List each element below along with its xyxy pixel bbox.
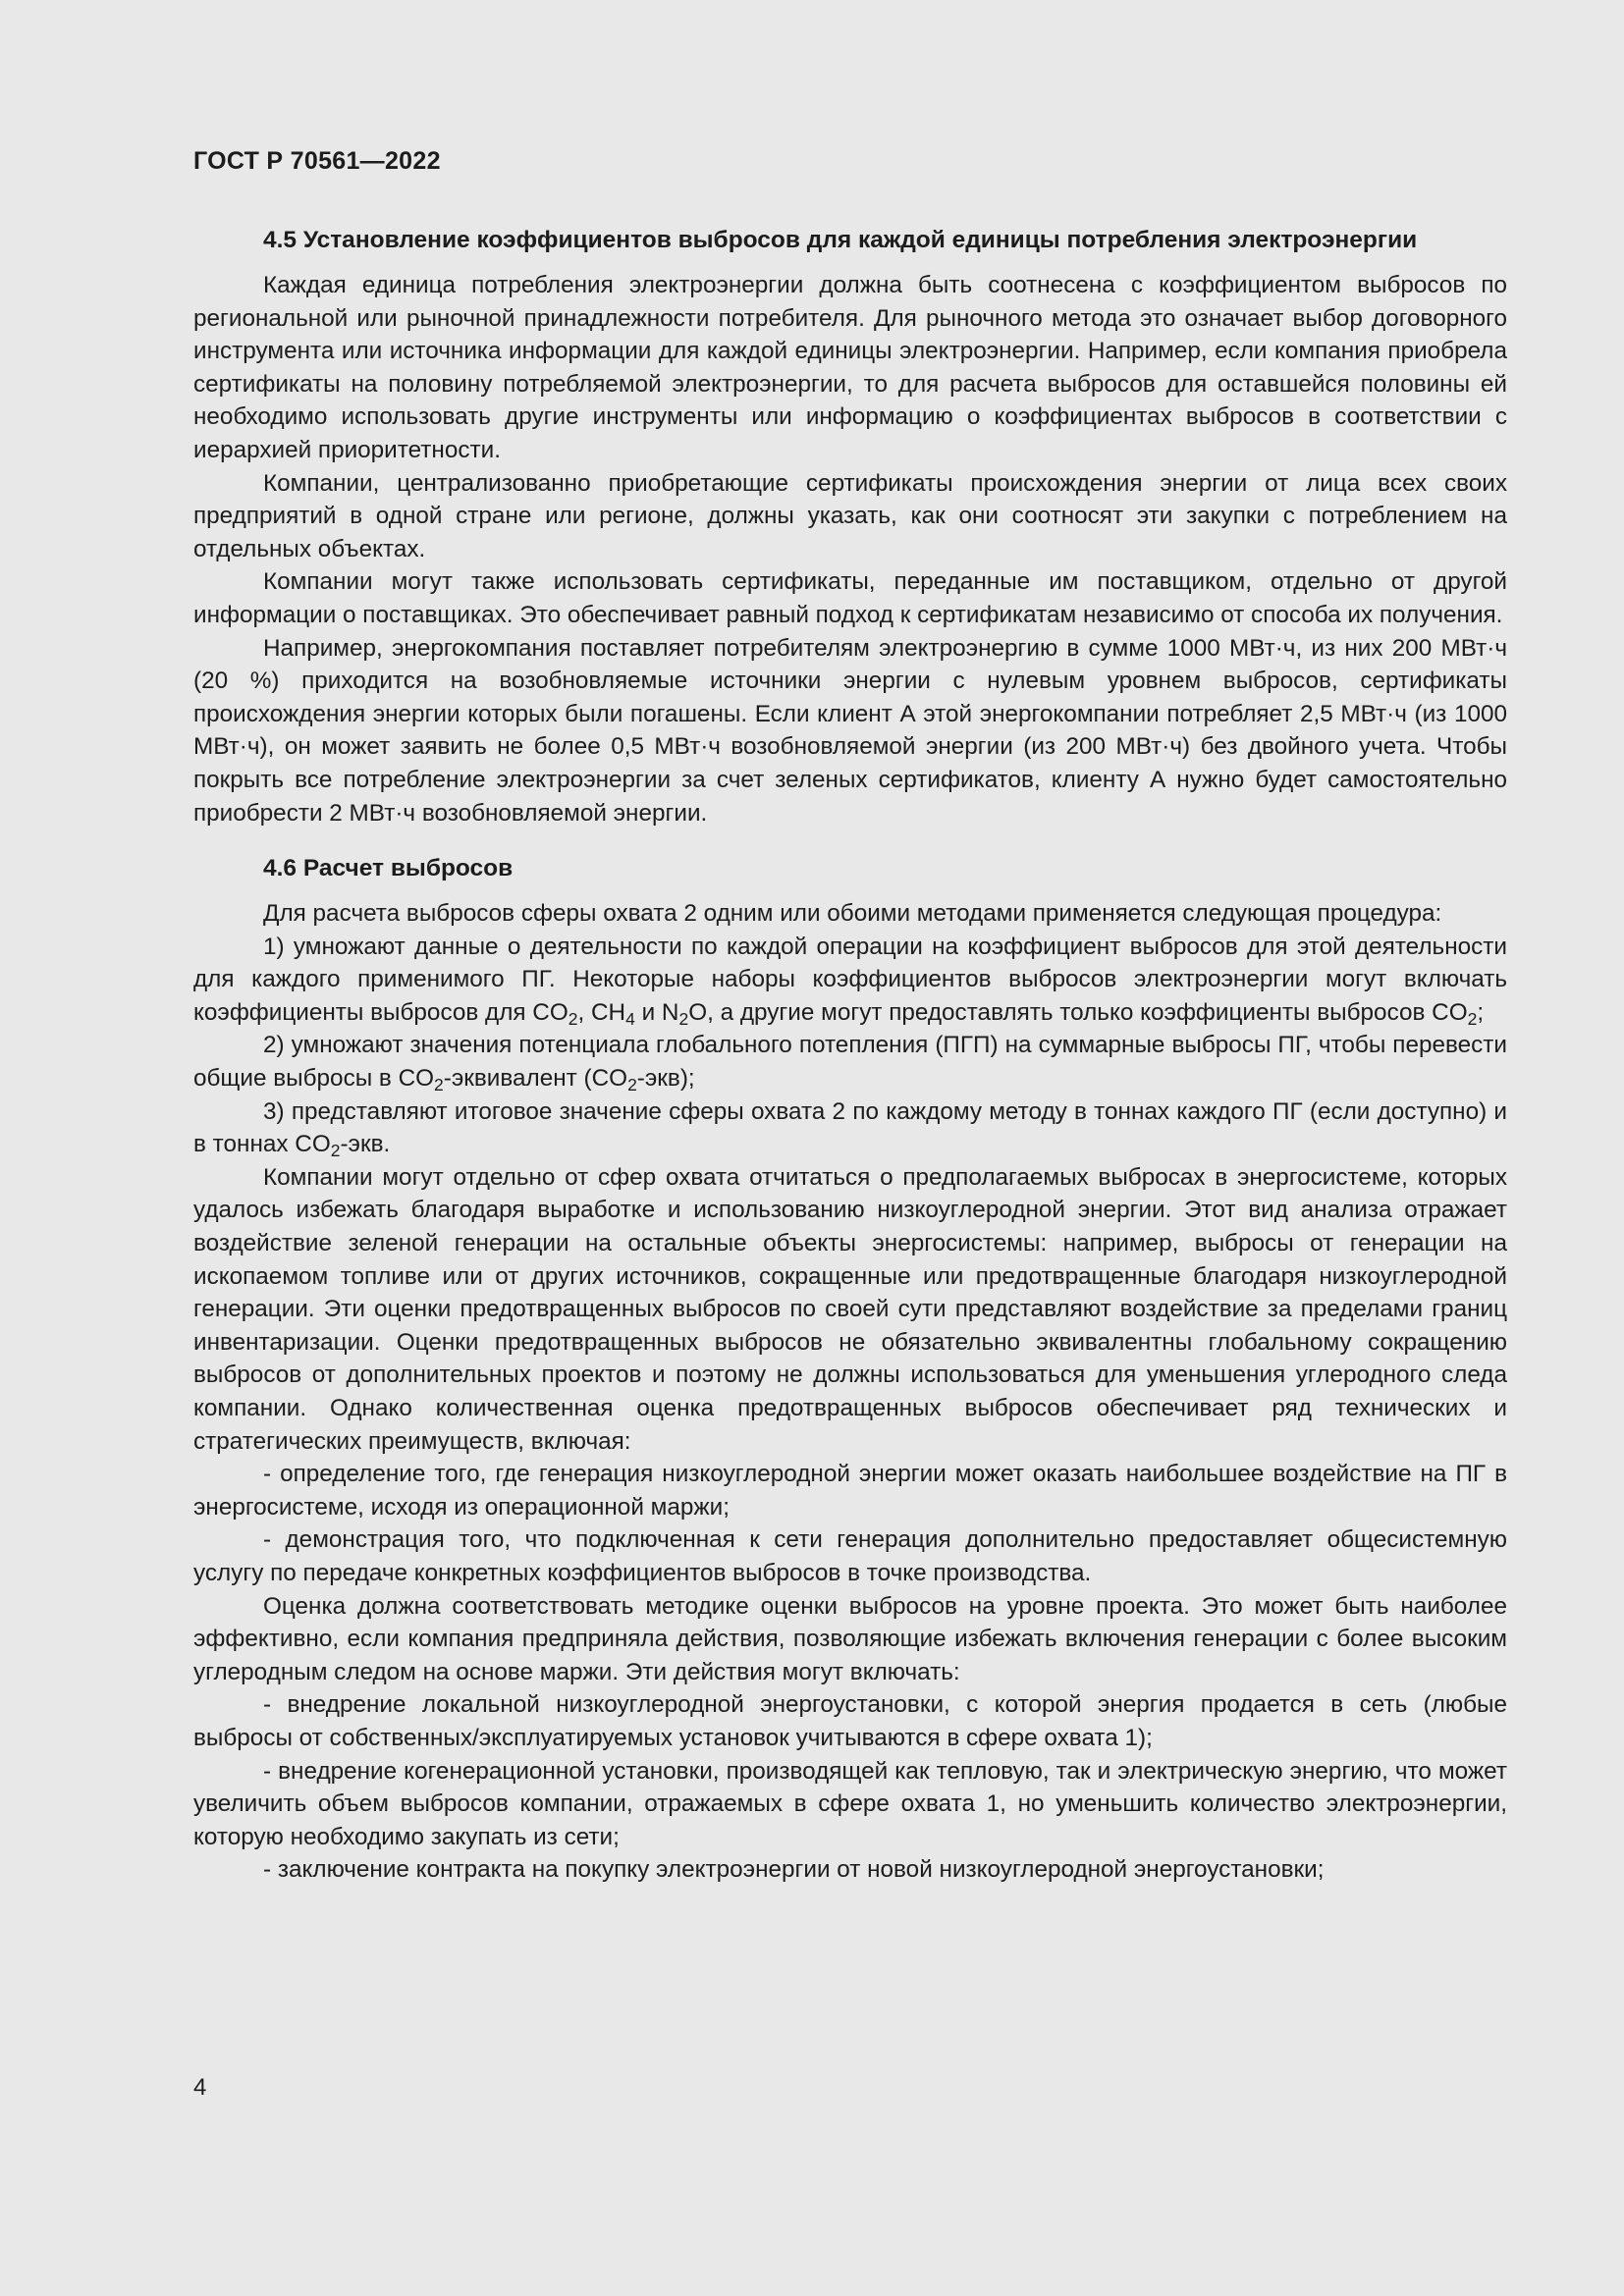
- list-item: - внедрение локальной низкоуглеродной энергоустановки, с которой энергия продается в сеть (любые выбросы от собственных/эксплуатируемых установок учитываются в сфере охвата 1);: [193, 1691, 1507, 1751]
- document-id-header: ГОСТ Р 70561—2022: [193, 147, 441, 175]
- step-2-text-b: -эквивалент (CO: [443, 1065, 628, 1093]
- step-2-text-c: -экв);: [636, 1065, 695, 1093]
- step-1-text-a: 1) умножают данные о деятельности по каждой операции на коэффициент выбросов для этой деятельности для каждого применимого ПГ. Некоторые наборы коэффициентов выбросов электроэнергии могут включать коэффициенты выбросов для CO: [193, 933, 1507, 1026]
- step-1-text-e: ;: [1477, 998, 1485, 1026]
- subscript-2: 2: [434, 1075, 444, 1095]
- step-2-text-a: 2) умножают значения потенциала глобального потепления (ПГП) на суммарные выбросы ПГ, чтобы перевести общие выбросы в CO: [193, 1032, 1507, 1093]
- step-3-text-b: -экв.: [340, 1131, 391, 1158]
- section-4-5-paragraph-3: Компании могут также использовать сертификаты, переданные им поставщиком, отдельно от другой информации о поставщиках. Это обеспечивает равный подход к сертификатам независимо от способа их получения.: [193, 568, 1507, 628]
- page-number: 4: [193, 2074, 207, 2101]
- subscript-2: 2: [330, 1141, 341, 1161]
- step-1-text-d: O, а другие могут предоставлять только коэффициенты выбросов CO: [688, 998, 1468, 1026]
- list-item: - демонстрация того, что подключенная к сети генерация дополнительно предоставляет общесистемную услугу по передаче конкретных коэффициентов выбросов в точке производства.: [193, 1526, 1507, 1586]
- procedure-step-1: [193, 931, 1507, 1030]
- section-4-5-paragraph-1: Каждая единица потребления электроэнергии должна быть соотнесена с коэффициентом выбросов по региональной или рыночной принадлежности потребителя. Для рыночного метода это означает выбор договорного инструмента или источника информации для каждой единицы электроэнергии. Например, если компания приобрела сертификаты на половину потребляемой электроэнергии, то для расчета выбросов для оставшейся половины ей необходимо использовать другие инструменты или информацию о коэффициентах выбросов в соответствии с иерархией приоритетности.: [193, 272, 1507, 463]
- subscript-2: 2: [678, 1009, 689, 1030]
- procedure-step-3: [193, 1095, 1507, 1161]
- subscript-4: 4: [625, 1009, 635, 1030]
- list-item: - внедрение когенерационной установки, производящей как тепловую, так и электрическую энергию, что может увеличить объем выбросов компании, отражаемых в сфере охвата 1, но уменьшить количество электроэнергии, которую необходимо закупать из сети;: [193, 1757, 1507, 1850]
- step-1-text-c: и N: [634, 998, 679, 1026]
- list-item: - заключение контракта на покупку электроэнергии от новой низкоуглеродной энергоустановки;: [263, 1856, 1325, 1884]
- subscript-2: 2: [1467, 1009, 1478, 1030]
- section-4-5-heading: 4.5 Установление коэффициентов выбросов для каждой единицы потребления электроэнергии: [263, 227, 1418, 253]
- procedure-step-2: [193, 1029, 1507, 1095]
- section-4-5-paragraph-2: Компании, централизованно приобретающие сертификаты происхождения энергии от лица всех своих предприятий в одной стране или регионе, должны указать, как они соотносят эти закупки с потреблением на отдельных объектах.: [193, 469, 1507, 562]
- document-body: [193, 224, 1507, 1887]
- step-1-text-b: , CH: [577, 998, 626, 1026]
- subscript-2: 2: [627, 1075, 637, 1095]
- avoided-emissions-paragraph: Компании могут отдельно от сфер охвата отчитаться о предполагаемых выбросах в энергосистеме, которых удалось избежать благодаря выработке и использованию низкоуглеродной энергии. Этот вид анализа отражает воздействие зеленой генерации на остальные объекты энергосистемы: например, выбросы от генерации на ископаемом топливе или от других источников, сокращенные или предотвращенные благодаря низкоуглеродной генерации. Эти оценки предотвращенных выбросов по своей сути представляют воздействие за пределами границ инвентаризации. Оценки предотвращенных выбросов не обязательно эквивалентны глобальному сокращению выбросов от дополнительных проектов и поэтому не должны использоваться для уменьшения углеродного следа компании. Однако количественная оценка предотвращенных выбросов обеспечивает ряд технических и стратегических преимуществ, включая:: [193, 1163, 1507, 1455]
- section-4-5-example-paragraph: Например, энергокомпания поставляет потребителям электроэнергию в сумме 1000 МВт·ч, из них 200 МВт·ч (20 %) приходится на возобновляемые источники энергии с нулевым уровнем выбросов, сертификаты происхождения энергии которых были погашены. Если клиент А этой энергокомпании потребляет 2,5 МВт·ч (из 1000 МВт·ч), он может заявить не более 0,5 МВт·ч возобновляемой энергии (из 200 МВт·ч) без двойного учета. Чтобы покрыть все потребление электроэнергии за счет зеленых сертификатов, клиенту А нужно будет самостоятельно приобрести 2 МВт·ч возобновляемой энергии.: [193, 634, 1507, 827]
- list-item: - определение того, где генерация низкоуглеродной энергии может оказать наибольшее воздействие на ПГ в энергосистеме, исходя из операционной маржи;: [193, 1461, 1507, 1521]
- assessment-paragraph: Оценка должна соответствовать методике оценки выбросов на уровне проекта. Это может быть наиболее эффективно, если компания предприняла действия, позволяющие избежать включения генерации с более высоким углеродным следом на основе маржи. Эти действия могут включать:: [193, 1592, 1507, 1685]
- subscript-2: 2: [568, 1009, 578, 1030]
- step-3-text-a: 3) представляют итоговое значение сферы охвата 2 по каждому методу в тоннах каждого ПГ (если доступно) и в тоннах CO: [193, 1097, 1507, 1158]
- section-4-6-heading: 4.6 Расчет выбросов: [263, 855, 514, 882]
- section-4-6-intro: Для расчета выбросов сферы охвата 2 одним или обоими методами применяется следующая процедура:: [263, 900, 1442, 928]
